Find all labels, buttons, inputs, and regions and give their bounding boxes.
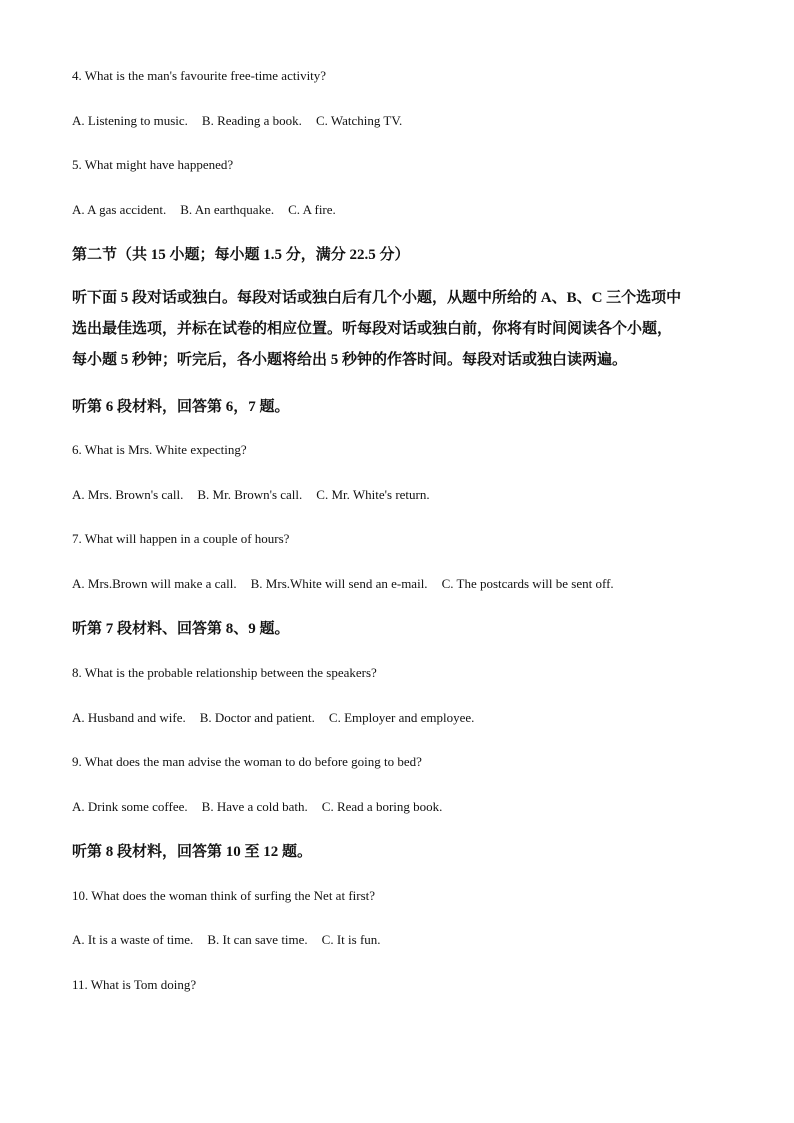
options-6	[72, 487, 430, 503]
option-9c: C. Read a boring book.	[321, 799, 443, 814]
option-4b: B. Reading a book.	[201, 113, 302, 128]
option-5b: B. An earthquake.	[180, 202, 275, 217]
section-2-instructions	[72, 283, 724, 376]
option-10c: C. It is fun.	[321, 932, 381, 947]
option-7c: C. The postcards will be sent off.	[441, 576, 614, 591]
option-6a: A. Mrs. Brown's call.	[72, 487, 184, 502]
question-4: 4. What is the man's favourite free-time activity?	[72, 68, 327, 83]
option-8b: B. Doctor and patient.	[199, 710, 315, 725]
passage-7-heading: 听第 7 段材料、回答第 8、9 题。	[72, 621, 290, 637]
instruction-line-2: 选出最佳选项，并标在试卷的相应位置。听每段对话或独白前，你将有时间阅读各个小题，	[72, 321, 673, 337]
options-8	[72, 710, 474, 726]
option-10a: A. It is a waste of time.	[72, 932, 194, 947]
options-7	[72, 576, 614, 592]
options-5	[72, 202, 336, 218]
passage-6-heading: 听第 6 段材料，回答第 6，7 题。	[72, 399, 290, 415]
question-7: 7. What will happen in a couple of hours?	[72, 531, 290, 546]
question-8: 8. What is the probable relationship between the speakers?	[72, 665, 377, 680]
question-9: 9. What does the man advise the woman to do before going to bed?	[72, 754, 422, 769]
option-5a: A. A gas accident.	[72, 202, 167, 217]
option-7b: B. Mrs.White will send an e-mail.	[250, 576, 428, 591]
option-6c: C. Mr. White's return.	[316, 487, 430, 502]
option-4c: C. Watching TV.	[315, 113, 403, 128]
options-10	[72, 932, 381, 948]
option-7a: A. Mrs.Brown will make a call.	[72, 576, 237, 591]
option-8c: C. Employer and employee.	[328, 710, 475, 725]
question-11: 11. What is Tom doing?	[72, 977, 197, 992]
question-10: 10. What does the woman think of surfing the Net at first?	[72, 888, 376, 903]
options-4	[72, 113, 402, 129]
option-8a: A. Husband and wife.	[72, 710, 186, 725]
instruction-line-1: 听下面 5 段对话或独白。每段对话或独白后有几个小题，从题中所给的 A、B、C 三个选项中	[72, 290, 682, 306]
question-5: 5. What might have happened?	[72, 157, 234, 172]
question-6: 6. What is Mrs. White expecting?	[72, 442, 247, 457]
option-4a: A. Listening to music.	[72, 113, 188, 128]
section-2-title: 第二节（共 15 小题；每小题 1.5 分，满分 22.5 分）	[72, 247, 410, 263]
passage-8-heading: 听第 8 段材料，回答第 10 至 12 题。	[72, 844, 313, 860]
option-9b: B. Have a cold bath.	[201, 799, 308, 814]
option-5c: C. A fire.	[288, 202, 336, 217]
options-9	[72, 799, 442, 815]
option-9a: A. Drink some coffee.	[72, 799, 188, 814]
instruction-line-3: 每小题 5 秒钟；听完后，各小题将给出 5 秒钟的作答时间。每段对话或独白读两遍。	[72, 352, 628, 368]
option-10b: B. It can save time.	[207, 932, 308, 947]
option-6b: B. Mr. Brown's call.	[197, 487, 303, 502]
